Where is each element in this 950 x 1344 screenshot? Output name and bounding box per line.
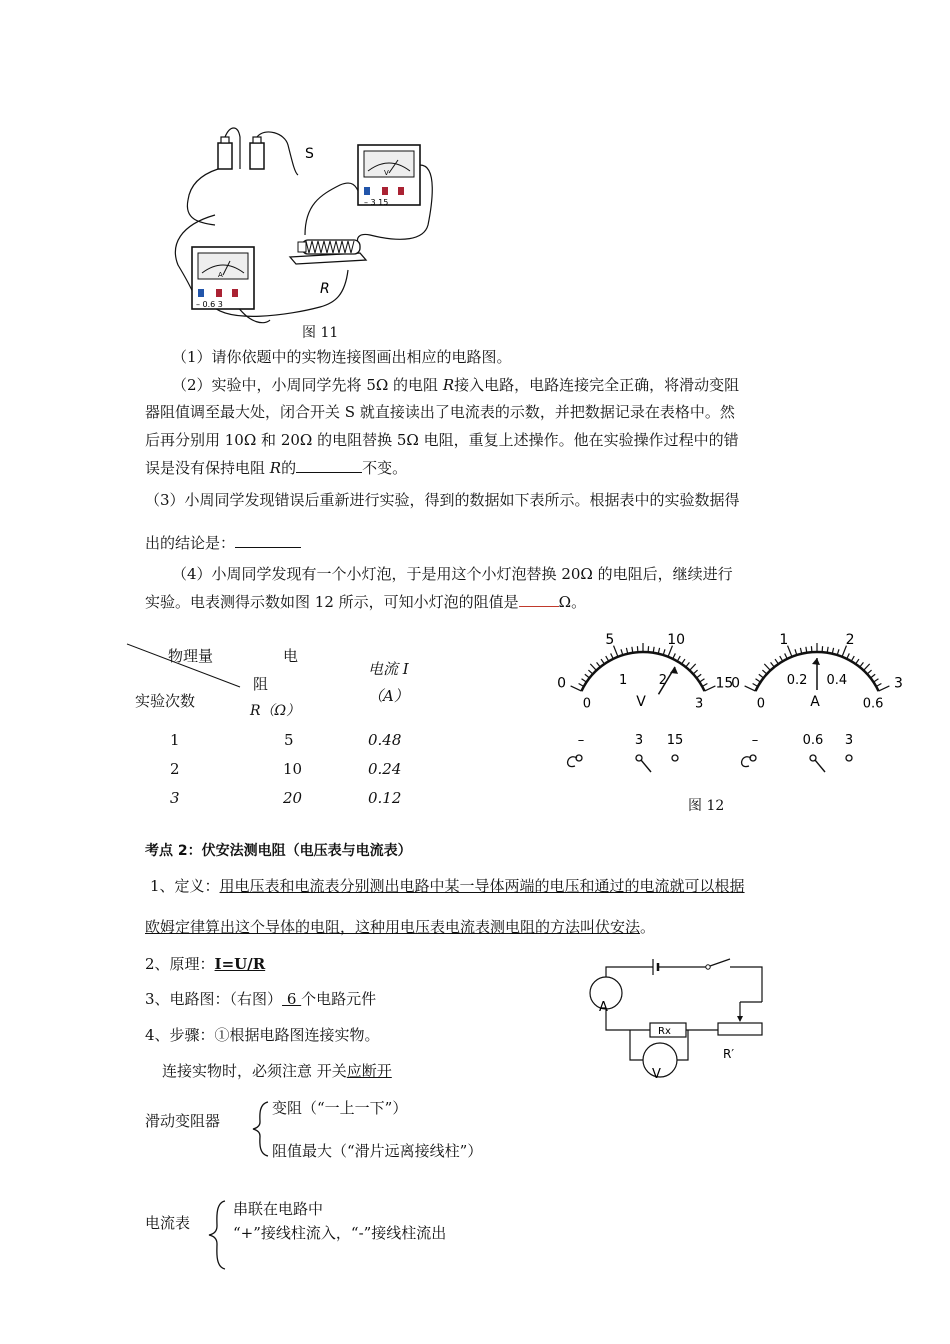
voltmeter-top-label: 0 [557, 675, 567, 692]
circuit-diagram [578, 955, 778, 1080]
ammeter-tick [764, 664, 770, 671]
figure-12-caption: 图 12 [688, 798, 725, 814]
q4-text: 实验。电表测得示数如图 12 所示，可知小灯泡的阻值是 [145, 593, 519, 611]
q2-text: （2）实验中，小周同学先将 5Ω 的电阻 [172, 376, 443, 394]
section-2-title: 考点 2：伏安法测电阻（电压表与电流表） [145, 843, 412, 859]
voltmeter-tick [611, 653, 614, 658]
ammeter-tick [745, 686, 756, 691]
question-2-line-2: 器阻值调至最大处，闭合开关 S 就直接读出了电流表的示数，并把数据记录在表格中。然 [145, 403, 735, 421]
voltmeter-tick [705, 686, 716, 691]
voltmeter-tick [690, 664, 696, 671]
table-col-r-2: 阻 [253, 675, 269, 693]
ammeter-terminal-label: 0.6 [802, 733, 824, 748]
ammeter-bottom-label: 0.2 [786, 672, 808, 688]
voltmeter-tick [696, 674, 701, 678]
rheostat-item-2: 阻值最大（“滑片远离接线柱”） [272, 1142, 483, 1160]
ammeter-tick [879, 686, 890, 691]
svg-text:R′: R′ [723, 1047, 735, 1061]
voltmeter-bottom-label: 3 [694, 696, 704, 712]
ammeter-tick [771, 662, 775, 667]
switch-icon [706, 959, 730, 969]
table-col-r-3: R（Ω） [250, 703, 301, 719]
table-col-i-1: 电流 I [368, 660, 409, 678]
answer-blank[interactable] [519, 592, 559, 607]
ammeter-tick [756, 679, 761, 682]
ammeter-tick [860, 662, 864, 667]
ammeter-tick [870, 674, 875, 678]
table-header-left: 实验次数 [135, 692, 196, 710]
cell-current: 0.24 [368, 760, 402, 778]
table-col-i-2: （A） [368, 687, 409, 705]
definition-text: 欧姆定律算出这个导体的电阻，这种用电压表电流表测电阻的方法叫伏安法 [145, 918, 641, 936]
svg-text:Rx: Rx [658, 1026, 671, 1037]
voltmeter-tick [571, 686, 582, 691]
ammeter-label: 电流表 [145, 1214, 191, 1232]
connect-prefix: 连接实物时，必须注意 开关 [162, 1062, 347, 1080]
ammeter-apparatus [192, 247, 254, 309]
answer-blank[interactable] [235, 533, 301, 548]
question-2-line-4 [145, 457, 407, 478]
voltmeter-tick [702, 684, 707, 687]
voltmeter-top-label: 10 [667, 632, 686, 649]
svg-text:A: A [599, 1000, 608, 1015]
voltmeter-terminal [672, 755, 678, 761]
question-4-line-1: （4）小周同学发现有一个小灯泡，于是用这个小灯泡替换 20Ω 的电阻后，继续进行 [172, 565, 733, 583]
ammeter-item-1: 串联在电路中 [233, 1200, 324, 1218]
ammeter-tick [780, 656, 783, 661]
principle-line [145, 953, 265, 974]
voltmeter-tick [579, 684, 584, 687]
ammeter-tick [759, 674, 764, 678]
voltmeter-tick [682, 659, 685, 664]
question-2-line-3: 后再分别用 10Ω 和 20Ω 的电阻替换 5Ω 电阻，重复上述操作。他在实验操作过程中的错 [145, 431, 739, 449]
figure-11-caption: 图 11 [302, 325, 339, 341]
q2-resistor-symbol: R [269, 459, 282, 477]
cell-resistance: 10 [283, 760, 303, 778]
voltmeter-top-label: 5 [605, 632, 615, 649]
circuit-suffix: 个电路元件 [301, 990, 377, 1008]
answer-blank[interactable] [296, 458, 362, 473]
voltmeter-tick [590, 664, 596, 671]
ammeter-tick [785, 653, 788, 658]
cell-resistance: 5 [284, 731, 294, 749]
cell-trial: 2 [170, 760, 180, 778]
voltmeter-bottom-label: 0 [582, 696, 592, 712]
ammeter-tick [762, 670, 766, 674]
figure-12-meters [555, 632, 910, 777]
voltmeter-dial [557, 632, 733, 772]
question-1: （1）请你依题中的实物连接图画出相应的电路图。 [172, 348, 512, 366]
voltmeter-top-label: 15 [715, 675, 734, 692]
ammeter-top-label: 0 [731, 675, 741, 692]
rheostat-apparatus [290, 240, 366, 264]
ammeter-bottom-label: 0.6 [862, 696, 884, 712]
voltmeter-tick [606, 656, 609, 661]
ammeter-terminal-label: – [751, 733, 759, 748]
voltmeter-terminal-label: 3 [634, 733, 644, 748]
ammeter-top-label: 1 [779, 632, 789, 649]
voltmeter-tick [588, 670, 592, 674]
rheostat-symbol [718, 1002, 762, 1061]
voltmeter-bottom-label: 1 [618, 672, 628, 688]
ammeter-wire [815, 760, 825, 772]
rheostat-brace [250, 1098, 272, 1160]
ammeter-bottom-label: 0.4 [826, 672, 848, 688]
ammeter-tick [864, 664, 870, 671]
voltmeter-tick [585, 674, 590, 678]
svg-text:– 3 15: – 3 15 [364, 198, 389, 207]
steps-line: 4、步骤：①根据电路图连接实物。 [145, 1026, 380, 1044]
ammeter-brace [205, 1198, 229, 1273]
figure-11-apparatus [170, 125, 460, 330]
ammeter-bottom-label: 0 [756, 696, 766, 712]
q4-text: Ω。 [558, 593, 587, 611]
voltmeter-tick [601, 659, 604, 664]
ammeter-dial [731, 632, 903, 772]
table-col-r-1: 电 [283, 647, 299, 665]
ammeter-tick [847, 653, 850, 658]
cell-trial: 1 [170, 731, 180, 749]
cell-current: 0.48 [368, 731, 402, 749]
definition-text: 用电压表和电流表分别测出电路中某一导体两端的电压和通过的电流就可以根据 [219, 877, 745, 895]
principle-formula: I=U/R [214, 955, 266, 973]
q2-text: 不变。 [362, 459, 408, 477]
voltmeter-tick [693, 670, 697, 674]
voltmeter-terminal-label: – [577, 733, 585, 748]
voltmeter-tick [597, 662, 601, 667]
ammeter-tick [753, 684, 758, 687]
ammeter-tick [775, 659, 778, 664]
voltmeter-arc [581, 652, 704, 691]
question-2-line-1 [172, 374, 739, 395]
voltmeter-letter: V [636, 694, 646, 710]
circuit-prefix: 3、电路图：（右图） [145, 990, 283, 1008]
voltmeter-tick [582, 679, 587, 682]
connect-line [162, 1060, 392, 1081]
ammeter-top-label: 2 [845, 632, 855, 649]
q2-text: 的 [281, 459, 297, 477]
question-3-line-2 [145, 532, 301, 553]
circuit-line [145, 988, 376, 1009]
q2-text: 接入电路，电路连接完全正确，将滑动变阻 [454, 376, 740, 394]
ammeter-tick [856, 659, 859, 664]
question-3-line-1: （3）小周同学发现错误后重新进行实验，得到的数据如下表所示。根据表中的实验数据得 [145, 491, 740, 509]
voltmeter-wire [641, 760, 651, 772]
svg-text:R: R [320, 281, 330, 297]
ammeter-terminal [846, 755, 852, 761]
svg-text:A: A [218, 271, 223, 279]
definition-line-2 [145, 916, 655, 937]
q2-resistor-symbol: R [442, 376, 455, 394]
table-header-top: 物理量 [168, 647, 214, 665]
ammeter-top-label: 3 [893, 675, 903, 692]
svg-text:S: S [305, 146, 314, 162]
cell-resistance: 20 [283, 789, 303, 807]
voltmeter-symbol [643, 1043, 677, 1080]
ammeter-terminal-label: 3 [844, 733, 854, 748]
connect-switch: 应断开 [346, 1062, 392, 1080]
cell-current: 0.12 [368, 789, 402, 807]
q2-text: 误是没有保持电阻 [145, 459, 270, 477]
rheostat-label: 滑动变阻器 [145, 1112, 221, 1130]
voltmeter-tick [699, 679, 704, 682]
voltmeter-tick [686, 662, 690, 667]
voltmeter-bottom-label: 2 [658, 672, 668, 688]
rheostat-item-1: 变阻（“一上一下”） [272, 1099, 408, 1117]
ammeter-tick [867, 670, 871, 674]
svg-text:– 0.6 3: – 0.6 3 [196, 300, 223, 309]
svg-text:V: V [384, 169, 389, 177]
definition-prefix: 1、定义： [150, 877, 220, 895]
voltmeter-tick [677, 656, 680, 661]
voltmeter-terminal-label: 15 [666, 733, 684, 748]
cell-trial: 3 [170, 789, 180, 807]
definition-line-1 [150, 875, 745, 896]
battery-icon [218, 137, 264, 169]
svg-text:V: V [652, 1067, 661, 1080]
principle-prefix: 2、原理： [145, 955, 215, 973]
resistor-symbol [650, 1023, 686, 1037]
q3-text: 出的结论是： [145, 534, 236, 552]
definition-end: 。 [640, 918, 656, 936]
voltmeter-apparatus [358, 145, 420, 207]
ammeter-tick [851, 656, 854, 661]
ammeter-tick [876, 684, 881, 687]
circuit-count: 6 [282, 990, 302, 1008]
voltmeter-tick [673, 653, 676, 658]
ammeter-item-2: “+”接线柱流入，“-”接线柱流出 [233, 1224, 447, 1242]
ammeter-letter: A [810, 694, 820, 710]
ammeter-tick [873, 679, 878, 682]
battery-icon [653, 959, 658, 975]
ammeter-needle-tip [812, 658, 820, 665]
question-4-line-2 [145, 591, 586, 612]
